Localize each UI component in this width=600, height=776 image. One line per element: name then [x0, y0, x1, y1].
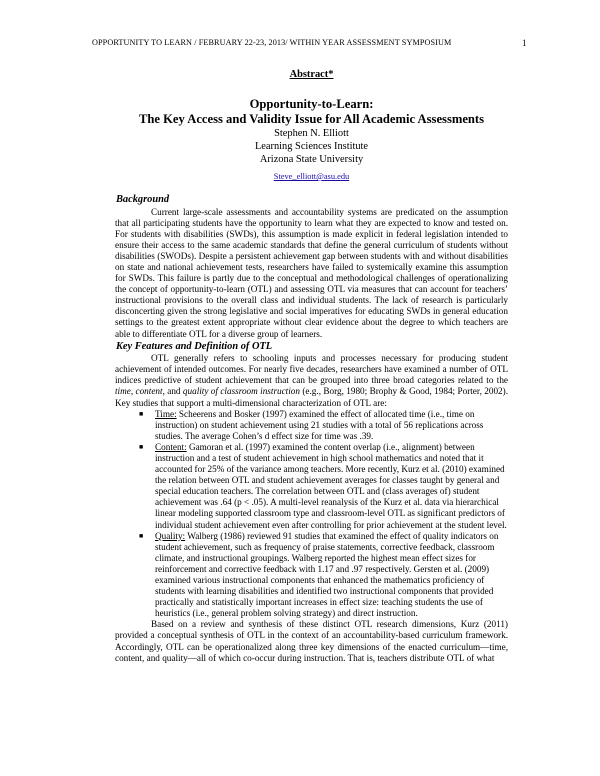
bullet-square-icon: ■	[139, 442, 144, 451]
abstract-label: Abstract*	[289, 69, 334, 80]
paper-title	[115, 97, 508, 127]
otl-dimension-list	[115, 409, 508, 620]
synthesis-paragraph: Based on a review and synthesis of these distinct OTL research dimensions, Kurz (2011) provided a conceptual synthesis of OTL in the context of an accountability-based curriculum framework. Accordingly, OTL can be operationalized along three key dimensions of the enacted curriculum—time, content, and quality—all of which co-occur during instruction. That is, teachers distribute OTL of what	[115, 619, 508, 663]
author-name: Stephen N. Elliott	[274, 128, 349, 139]
intro-em-time: time	[115, 386, 131, 397]
intro-em-content: content	[135, 386, 163, 397]
bullet-term-time: Time:	[155, 408, 177, 419]
intro-sep-2: , and	[162, 386, 183, 397]
key-features-heading: Key Features and Definition of OTL	[116, 340, 273, 352]
background-paragraph: Current large-scale assessments and accountability systems are predicated on the assumption that all participating students have the opportunity to learn what they are expected to know and tested on. For students with disabilities (SWDs), this assumption is made explicit in federal legislation intended to ensure their access to the same academic standards that define the general curriculum of students without disabilities (SWODs). Despite a persistent achievement gap between students with and without disabilities on state and national achievement tests, researchers have failed to systemically examine this assumption for SWDs. This failure is partly due to the conceptual and methodological challenges of operationalizing the concept of opportunity-to-learn (OTL) and assessing OTL via measures that can account for teachers’ instructional provisions to the overall class and individual students. The lack of research is particularly disconcerting given the strong legislative and social imperatives for educating SWDs in general education settings to the greatest extent appropriate without clear evidence about the degree to which teachers are able to differentiate OTL for a diverse group of learners.	[115, 206, 508, 339]
affiliation-institute: Learning Sciences Institute	[254, 141, 369, 152]
intro-sep-1: ,	[130, 386, 136, 397]
background-heading: Background	[116, 194, 170, 205]
intro-text-before: OTL generally refers to schooling inputs and processes necessary for producing student achievement of intended outcomes. For nearly five decades, researchers have examined a number of OTL indices predictive of student achievement that can be grouped into three broad categories related to the	[115, 353, 508, 386]
running-head: OPPORTUNITY TO LEARN / FEBRUARY 22-23, 2013/ WITHIN YEAR ASSESSMENT SYMPOSIUM	[92, 38, 452, 47]
list-item-time	[139, 408, 508, 442]
page-number: 1	[522, 38, 527, 48]
bullet-term-quality: Quality:	[155, 530, 186, 541]
bullet-text-time: Scheerens and Bosker (1997) examined the effect of allocated time (i.e., time on instruction) on student achievement using 21 studies with a total of 56 replications across studies. The average Cohen’s d effect size for time was .39.	[155, 408, 484, 441]
bullet-square-icon: ■	[139, 531, 144, 540]
document-body	[115, 64, 508, 664]
list-item-content	[139, 441, 508, 531]
key-features-intro	[115, 353, 508, 408]
intro-text-after: (e.g., Borg, 1980; Brophy & Good, 1984; Porter, 2002). Key studies that support a multi-dimensional characterization of OTL are:	[115, 386, 508, 408]
bullet-term-content: Content:	[155, 441, 187, 452]
bullet-square-icon: ■	[139, 409, 144, 418]
intro-em-quality: quality of classroom instruction	[182, 386, 300, 397]
bullet-text-quality: Walberg (1986) reviewed 91 studies that examined the effect of quality indicators on student achievement, such as frequency of praise statements, corrective feedback, classroom climate, and instructional groupings. Walberg reported the highest mean effect sizes for reinforcement and corrective feedback with 1.17 and .97 respectively. Gersten et al. (2009) examined various instructional components that enhanced the mathematics proficiency of students with learning disabilities and identified two instructional components that provided practically and statistically important increases in effect size: teaching students the use of heuristics (i.e., general problem solving strategy) and direct instruction.	[155, 530, 499, 619]
title-line-2: The Key Access and Validity Issue for All Academic Assessments	[138, 112, 485, 126]
affiliation-university: Arizona State University	[259, 154, 364, 165]
list-item-quality	[139, 530, 508, 620]
author-email-link[interactable]: Steve_elliott@asu.edu	[273, 172, 350, 181]
bullet-text-content: Gamoran et al. (1997) examined the content overlap (i.e., alignment) between instruction and a test of student achievement in high school mathematics and noted that it accounted for 25% of the variance among teachers. More recently, Kurz et al. (2010) examined the relation between OTL and student achievement averages for classes taught by general and special education teachers. The correlation between OTL and (class averages of) student achievement was .64 (p < .05). A multi-level reanalysis of the Kurz et al. data via hierarchical linear modeling supported classroom type and classroom-level OTL as significant predictors of individual student achievement even after controlling for prior achievement at the student level.	[155, 441, 507, 530]
title-line-1: Opportunity-to-Learn:	[249, 97, 374, 111]
